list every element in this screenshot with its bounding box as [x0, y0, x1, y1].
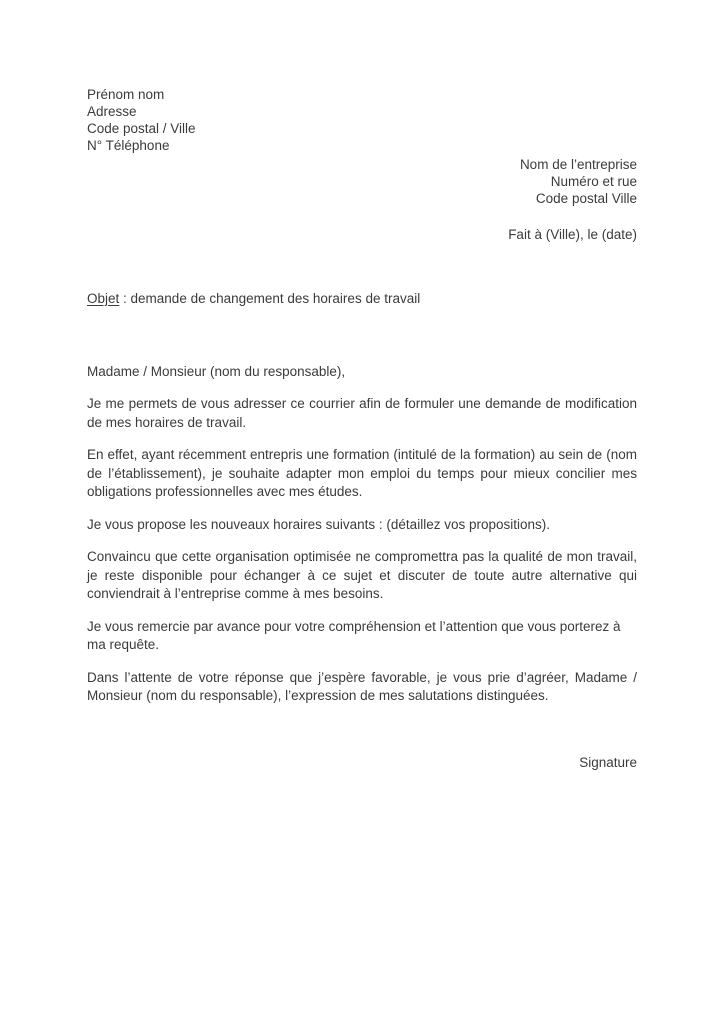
paragraph-intro: Je me permets de vous adresser ce courrier afin de formuler une demande de modification de mes horaires de travail. — [87, 396, 637, 430]
paragraph-proposal: Je vous propose les nouveaux horaires suivants : (détaillez vos propositions). — [87, 516, 550, 532]
paragraph-closing: Dans l’attente de votre réponse que j’espère favorable, je vous prie d’agréer, Madame / Monsieur (nom du responsable), l’expression de mes salutations distinguées. — [87, 669, 637, 703]
recipient-address-block — [87, 156, 637, 207]
sender-street: Adresse — [87, 104, 137, 119]
salutation: Madame / Monsieur (nom du responsable), — [87, 364, 346, 379]
date-line: Fait à (Ville), le (date) — [508, 227, 637, 242]
subject-text: : demande de changement des horaires de travail — [119, 291, 421, 306]
signature-label: Signature — [579, 754, 637, 770]
paragraph-assurance: Convaincu que cette organisation optimisée ne compromettra pas la qualité de mon travail, je reste disponible pour échanger à ce sujet et discuter de toute autre alternative qui conviendrait à l’entreprise comme à mes besoins. — [87, 549, 637, 601]
paragraph-thanks: Je vous remercie par avance pour votre compréhension et l’attention que vous porterez à ma requête. — [87, 618, 621, 652]
recipient-street: Numéro et rue — [550, 174, 637, 189]
recipient-postal-city: Code postal Ville — [535, 191, 637, 206]
sender-postal-city: Code postal / Ville — [87, 121, 196, 136]
paragraph-reason: En effet, ayant récemment entrepris une formation (intitulé de la formation) au sein de (nom de l’établissement), je souhaite adapter mon emploi du temps pour mieux concilier mes obligations professionnelles avec mes études. — [87, 447, 637, 499]
sender-address-block — [87, 86, 637, 154]
sender-phone: N° Téléphone — [87, 138, 170, 153]
subject-label: Objet — [87, 291, 120, 306]
sender-name: Prénom nom — [87, 87, 165, 102]
recipient-company: Nom de l’entreprise — [519, 157, 637, 172]
subject-line — [87, 290, 637, 308]
